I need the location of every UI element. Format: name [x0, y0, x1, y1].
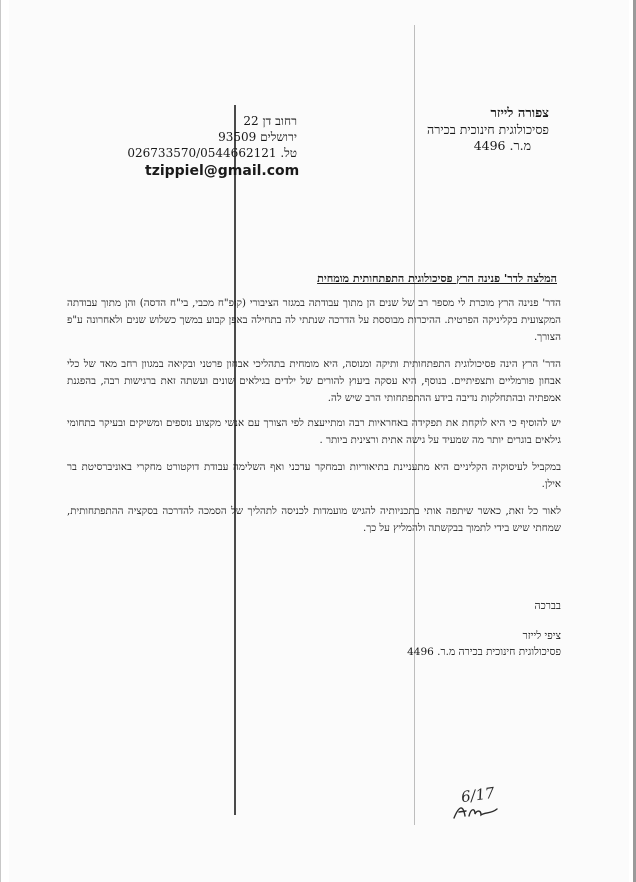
- sender-name: צפורה לייזר: [490, 106, 549, 121]
- letter-subject: המלצה לדר' פנינה הרץ פסיכולוגית התפתחותית מומחית: [317, 272, 557, 285]
- address-city: ירושלים 93509: [218, 130, 297, 144]
- letterhead-sender: [369, 106, 549, 154]
- scanned-letter-page: [9, 0, 629, 882]
- body-paragraph: הדר' הרץ הינה פסיכולוגית התפתחותית ותיקה ומנוסה, היא מומחית בתהליכי אבחון פרטני ובקיאה במגוון רחב מאד של כלי אבחון פורמליים ותצפיתיים. בנוסף, היא עסקה ביעוץ להורים של ילדים בגילאים שונים ועשתה זאת ברגישות רבה, בהפגנת אמפתיה ובהתחלקות נדיבה בידע ההתפתחותי הרב שיש לה.: [67, 359, 561, 404]
- body-paragraph: לאור כל זאת, כאשר שיתפה אותי בתכניותיה להגיש מועמדות לכניסה לתהליך של הסמכה להדרכה בסקציה ההתפתחותית, שמחתי שיש בידי לתמוך בבקשתה ולהמליץ על כך.: [67, 506, 561, 534]
- signature-block: [349, 628, 561, 660]
- address-email: tzippiel@gmail.com: [145, 163, 300, 179]
- handwritten-date: 6/17: [459, 783, 496, 807]
- letterhead-address: [127, 113, 300, 179]
- address-phone: טל. 026733570/0544662121: [127, 146, 297, 160]
- sender-title: פסיכולוגית חינוכית בכירה: [427, 122, 549, 137]
- handwritten-initials-icon: [451, 800, 501, 822]
- letter-body: [67, 295, 561, 545]
- body-paragraph: במקביל לעיסוקיה הקליניים היא מתעניינת בתיאוריות ובמחקר עדכני ואף השלימה עבודת דוקטורט מחקרי באוניברסיטת בר אילן.: [67, 462, 561, 490]
- address-street: רחוב דן 22: [243, 114, 297, 128]
- body-paragraph: הדר' פנינה הרץ מוכרת לי מספר רב של שנים הן מתוך עבודתה במגזר הציבורי (קופ"ח מכבי, בי"ח הדסה) והן מתוך עבודתה המקצועית בקליניקה הפרטית. ההיכרות מבוססת על הדרכה שנתתי לה בתחילה באפן קבוע במשך כשלוש שנים ולאחרונה ע"פ הצורך.: [67, 298, 561, 343]
- signature-title: פסיכולוגית חינוכית בכירה מ.ר. 4496: [407, 646, 561, 658]
- letter-closing: בברכה: [534, 600, 561, 612]
- sender-license: מ.ר. 4496: [473, 138, 531, 153]
- body-paragraph: יש להוסיף כי היא לוקחת את תפקידה באחראיות רבה ומתייעצת לפי הצורך עם אנשי מקצוע נוספים ומשיקים ובעיקר בתחומי גילאים בוגרים יותר מה שמעיד על גישה אתית ורצינית ביותר .: [67, 418, 561, 446]
- signature-name: ציפי לייזר: [522, 630, 561, 642]
